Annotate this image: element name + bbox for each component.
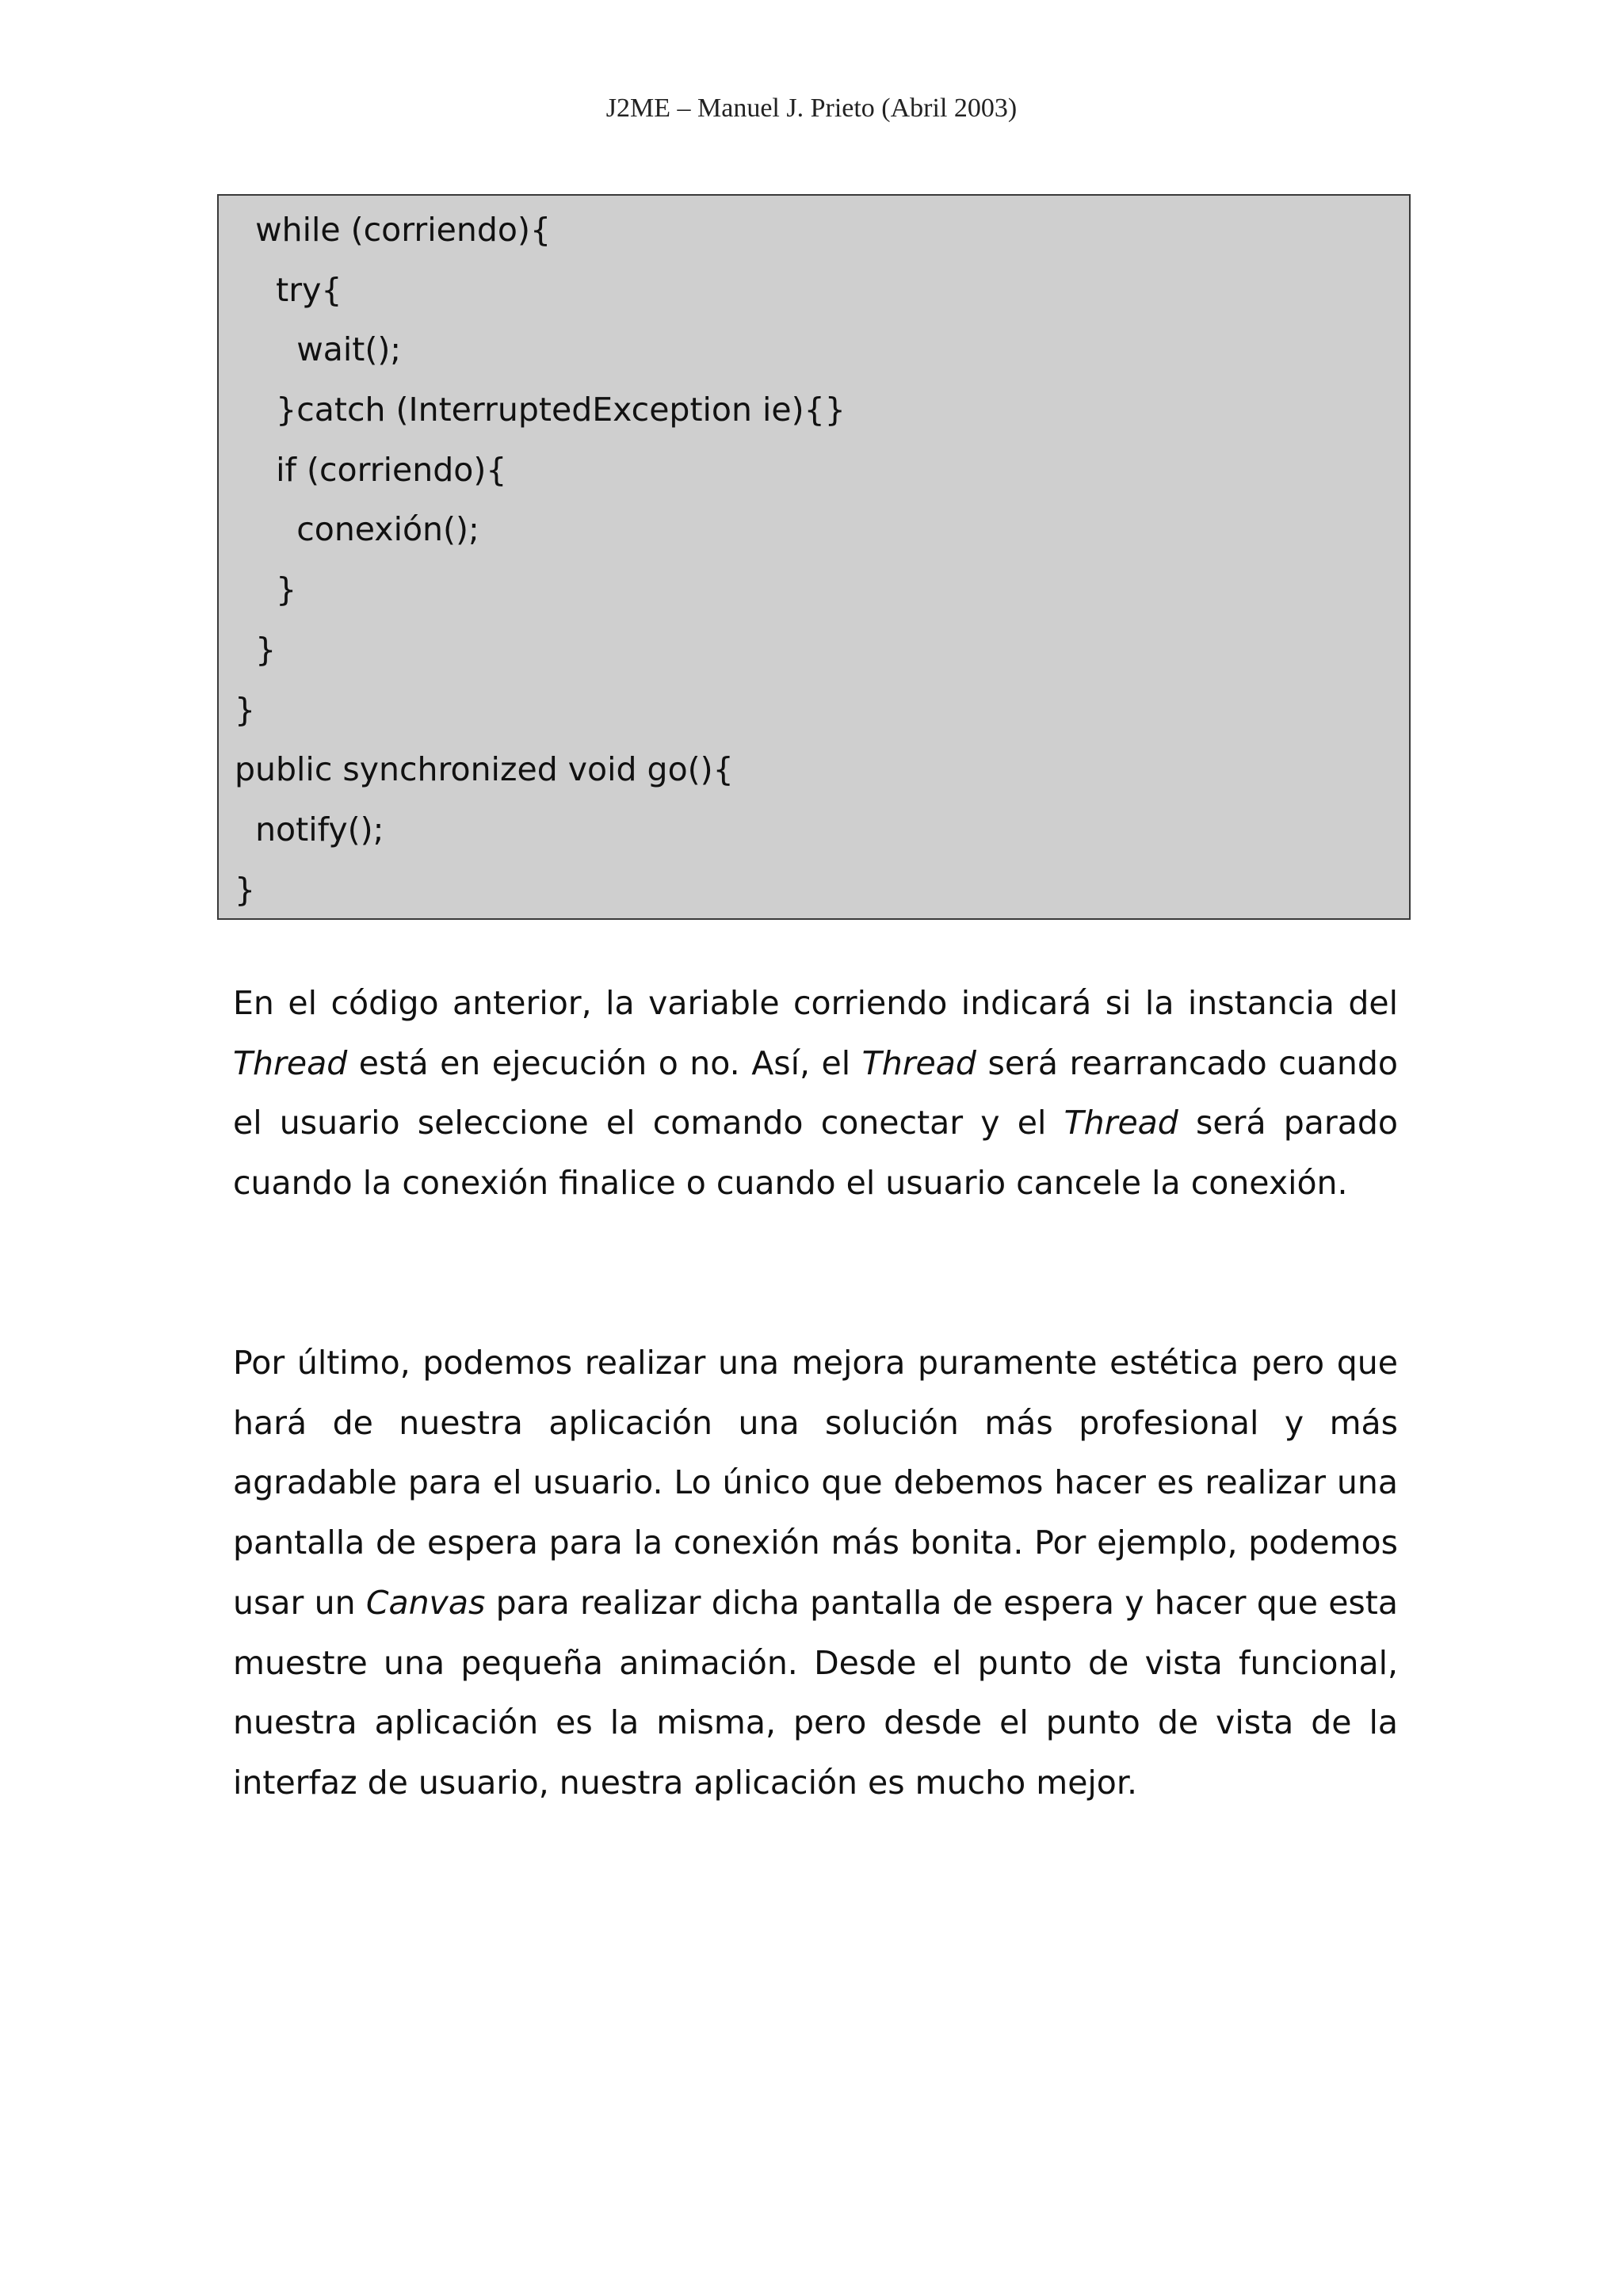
code-line: } — [235, 870, 256, 909]
italic-term: Thread — [861, 1043, 976, 1082]
code-line: } — [235, 570, 297, 609]
paragraph-text: será parado cuando la conexión finalice o cuando el usuario cancele la conexión. — [233, 1104, 1399, 1203]
code-line: } — [235, 630, 277, 669]
paragraph-text: En el código anterior, la variable corriendo indicará si la instancia del — [233, 984, 1398, 1022]
paragraph-text: está en ejecución o no. Así, el — [347, 1043, 862, 1082]
code-line: while (corriendo){ — [235, 211, 552, 249]
italic-term: Thread — [1064, 1104, 1178, 1142]
paragraph-text: para realizar dicha pantalla de espera y hacer que esta muestre una pequeña animación. Desde el punto de vista funcional, nuestra aplicación es la misma, pero desde el punto de vista de la interfaz de usuario, nuestra aplicación es mucho mejor. — [233, 1583, 1398, 1802]
running-header: J2ME – Manuel J. Prieto (Abril 2003) — [605, 93, 1018, 123]
code-line: try{ — [235, 270, 342, 309]
code-line: }catch (InterruptedException ie){} — [235, 391, 846, 429]
paragraph-text: Por último, podemos realizar una mejora puramente estética pero que hará de nuestra aplicación una solución más profesional y más agradable para el usuario. Lo único que debemos hacer es realizar una pantalla de espera para la conexión más bonita. Por ejemplo, podemos usar un — [233, 1344, 1398, 1622]
code-line: wait(); — [235, 330, 402, 369]
body-paragraph — [233, 1333, 1398, 1814]
code-line: if (corriendo){ — [235, 450, 507, 489]
italic-term: Thread — [233, 1043, 348, 1082]
paragraph-text: será rearrancado cuando el usuario seleccione el comando conectar y el — [233, 1043, 1398, 1142]
code-line: conexión(); — [235, 510, 479, 549]
code-line: } — [235, 690, 256, 729]
italic-term: Canvas — [365, 1583, 486, 1622]
body-paragraph — [233, 974, 1398, 1214]
code-listing — [217, 194, 1411, 920]
code-line: public synchronized void go(){ — [235, 750, 734, 789]
code-line: notify(); — [235, 810, 384, 849]
